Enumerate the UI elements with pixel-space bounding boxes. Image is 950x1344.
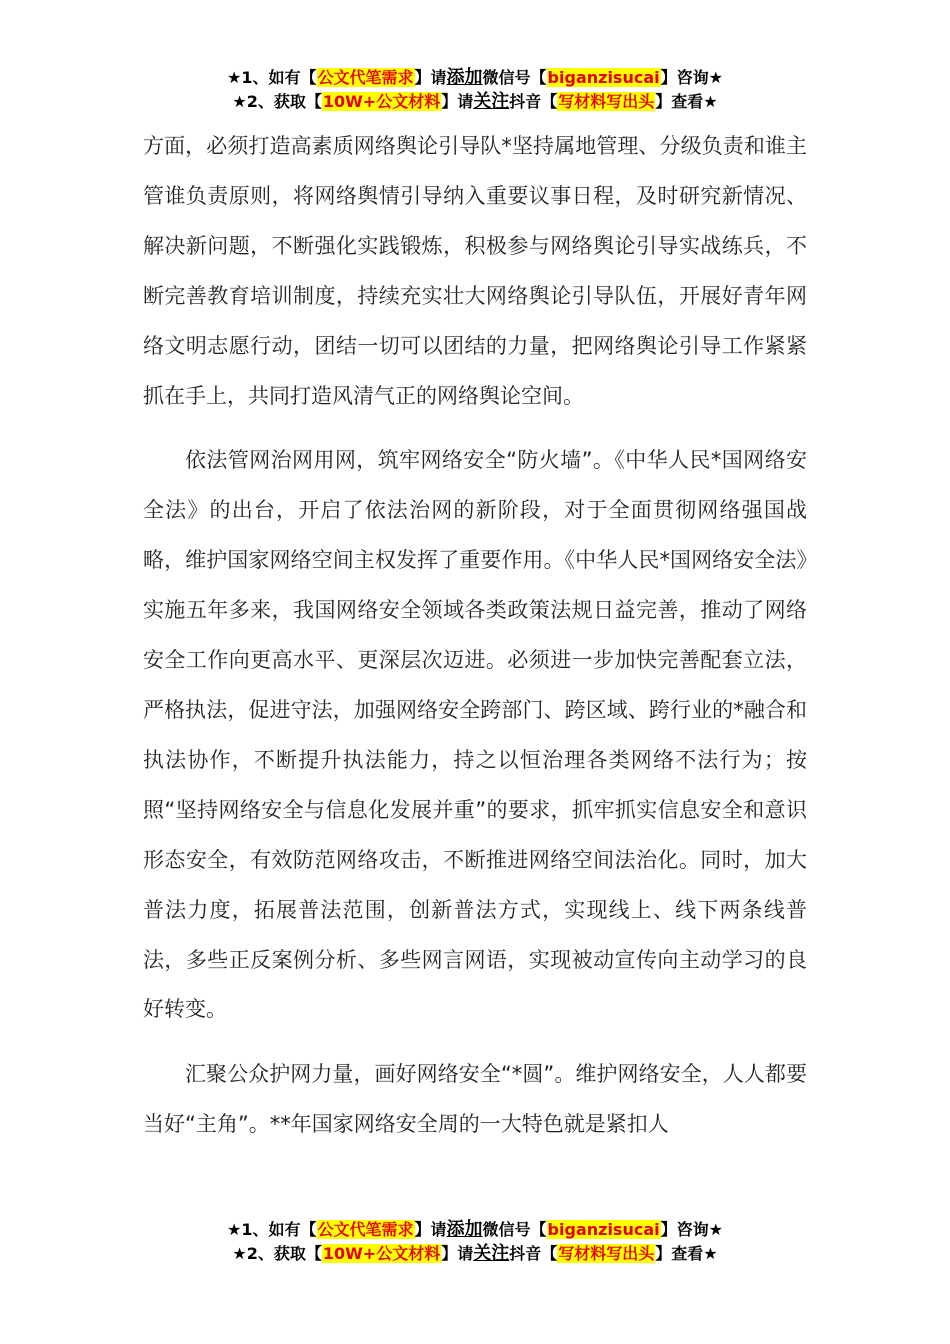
banner-emphasis: 关注 [473, 91, 510, 112]
paragraph-gap [143, 421, 807, 436]
banner-text: 微信号【 [482, 1220, 547, 1239]
paragraph-3: 汇聚公众护网力量，画好网络安全“*圆”。维护网络安全，人人都要当好“主角”。**年国家网络安全周的一大特色就是紧扣人 [143, 1062, 807, 1137]
footer-banner [0, 1218, 950, 1266]
banner-line-2 [0, 90, 950, 114]
banner-text: 】查看★ [655, 1244, 718, 1263]
header-banner [0, 66, 950, 114]
highlight-wechat-id: biganzisucai [547, 1220, 660, 1239]
banner-text: 】咨询★ [660, 1220, 723, 1239]
banner-text: 】请 [441, 1244, 474, 1263]
banner-text: 】查看★ [655, 92, 718, 111]
banner-text: 抖音【 [509, 1244, 558, 1263]
banner-text: 】请 [441, 92, 474, 111]
banner-line-1 [0, 1218, 950, 1242]
highlight-wechat-id: biganzisucai [547, 68, 660, 87]
banner-text: 】请 [414, 1220, 447, 1239]
banner-text: 抖音【 [509, 92, 558, 111]
banner-text: ★2、获取【 [232, 1244, 322, 1263]
banner-emphasis: 添加 [446, 1219, 483, 1240]
paragraph-1: 方面，必须打造高素质网络舆论引导队*坚持属地管理、分级负责和谁主管谁负责原则，将网络舆情引导纳入重要议事日程，及时研究新情况、解决新问题，不断强化实践锻炼，积极参与网络舆论引导实战练兵，不断完善教育培训制度，持续充实壮大网络舆论引导队伍，开展好青年网络文明志愿行动，团结一切可以团结的力量，把网络舆论引导工作紧紧抓在手上，共同打造风清气正的网络舆论空间。 [143, 134, 807, 408]
highlight-materials: 10W+公文材料 [322, 1244, 441, 1263]
banner-line-1 [0, 66, 950, 90]
banner-text: ★1、如有【 [227, 1220, 317, 1239]
highlight-materials: 10W+公文材料 [322, 92, 441, 111]
banner-line-2 [0, 1242, 950, 1266]
highlight-service: 公文代笔需求 [317, 68, 414, 87]
paragraph-gap [143, 1035, 807, 1050]
paragraph-2: 依法管网治网用网，筑牢网络安全“防火墙”。《中华人民*国网络安全法》的出台，开启了依法治网的新阶段，对于全面贯彻网络强国战略，维护国家网络空间主权发挥了重要作用。《中华人民*国网络安全法》实施五年多来，我国网络安全领域各类政策法规日益完善，推动了网络安全工作向更高水平、更深层次迈进。必须进一步加快完善配套立法，严格执法，促进守法，加强网络安全跨部门、跨区域、跨行业的*融合和执法协作，不断提升执法能力，持之以恒治理各类网络不法行为；按照“坚持网络安全与信息化发展并重”的要求，抓牢抓实信息安全和意识形态安全，有效防范网络攻击，不断推进网络空间法治化。同时，加大普法力度，拓展普法范围，创新普法方式，实现线上、线下两条线普法，多些正反案例分析、多些网言网语，实现被动宣传向主动学习的良好转变。 [143, 448, 807, 1022]
banner-emphasis: 关注 [473, 1243, 510, 1264]
banner-text: 】咨询★ [660, 68, 723, 87]
document-body [143, 122, 807, 1150]
highlight-service: 公文代笔需求 [317, 1220, 414, 1239]
banner-text: 】请 [414, 68, 447, 87]
highlight-douyin: 写材料写出头 [558, 1244, 655, 1263]
highlight-douyin: 写材料写出头 [558, 92, 655, 111]
banner-text: ★2、获取【 [232, 92, 322, 111]
banner-emphasis: 添加 [446, 67, 483, 88]
banner-text: ★1、如有【 [227, 68, 317, 87]
banner-text: 微信号【 [482, 68, 547, 87]
